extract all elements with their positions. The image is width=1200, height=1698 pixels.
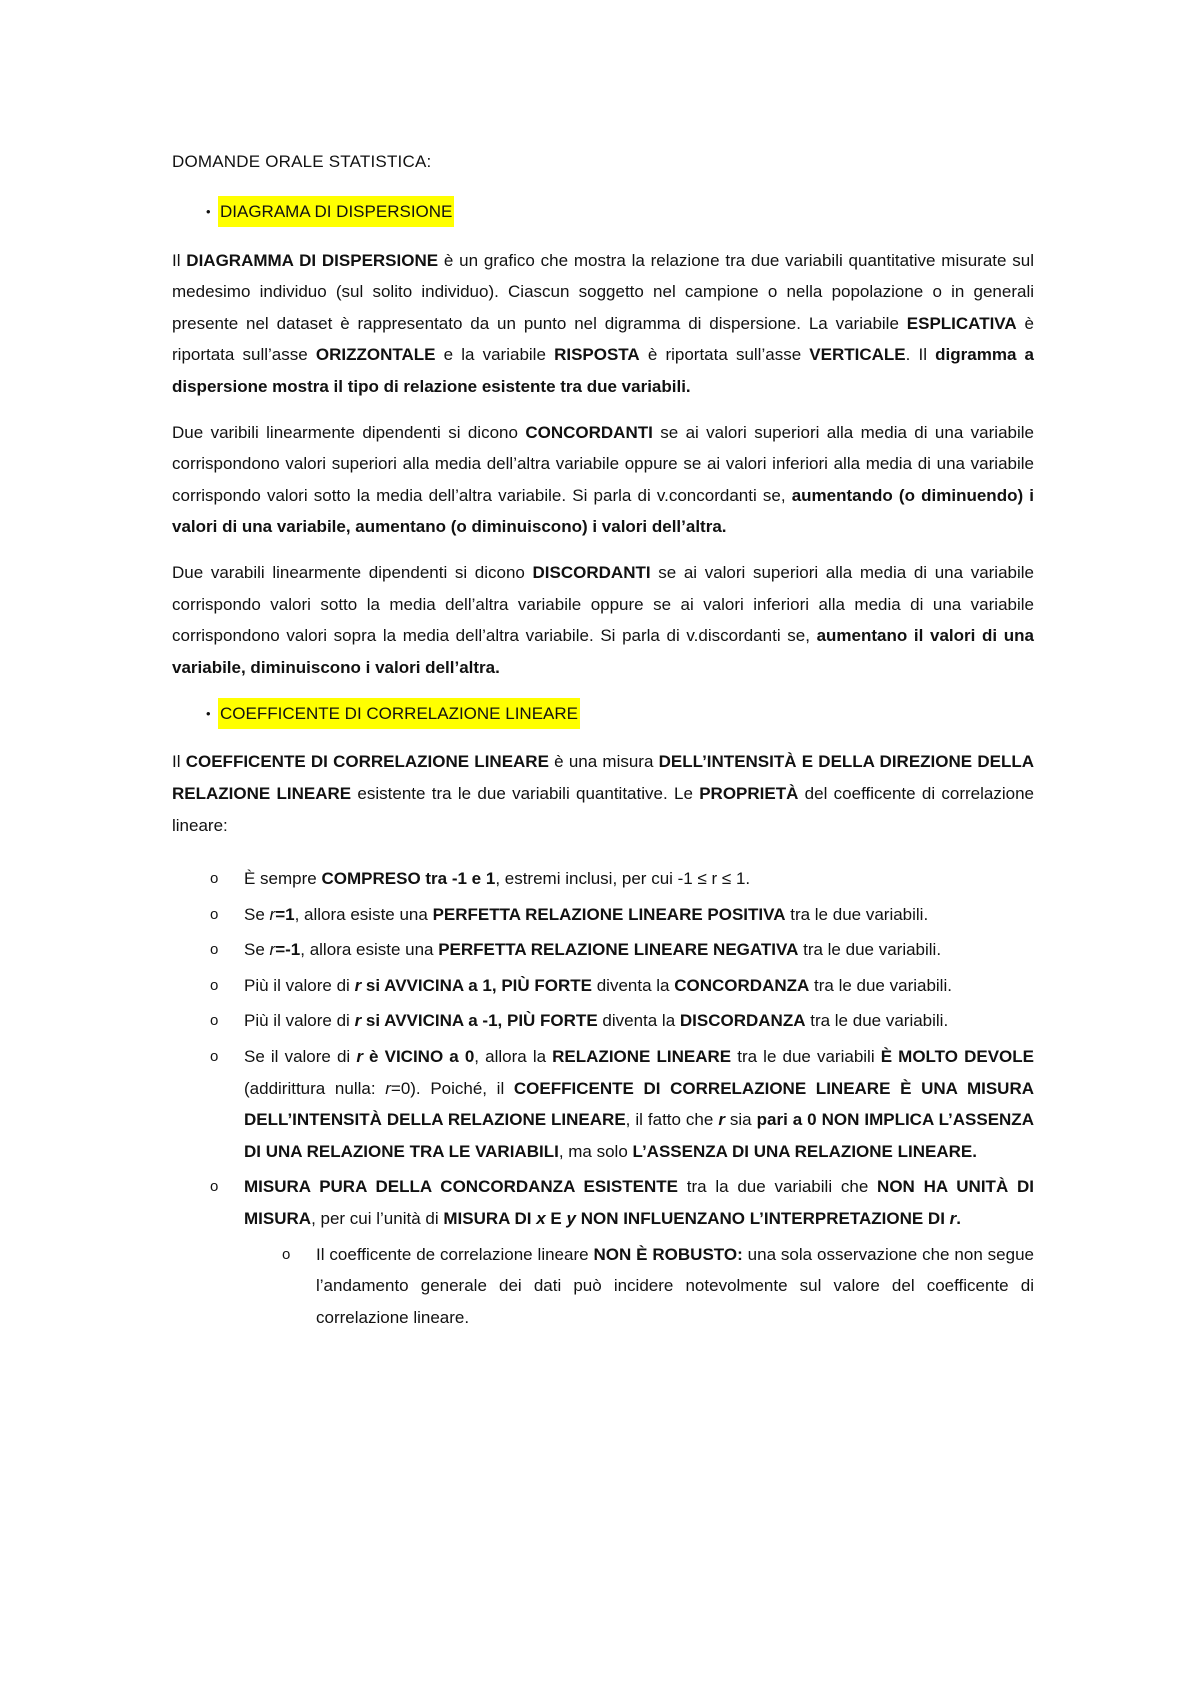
section-heading-scatter bbox=[172, 196, 1034, 228]
properties-sublist bbox=[172, 1239, 1034, 1334]
bullet-icon: • bbox=[206, 203, 211, 219]
paragraph-scatter-definition: Il DIAGRAMMA DI DISPERSIONE è un grafico che mostra la relazione tra due variabili quantitative misurate sul medesimo individuo (sul solito individuo). Ciascun soggetto nel campione o nella popolazione o in generali presente nel dataset è rappresentato da un punto nel digramma di dispersione. La variabile ESPLICATIVA è riportata sull’asse ORIZZONTALE e la variabile RISPOSTA è riportata sull’asse VERTICALE. Il digramma a dispersione mostra il tipo di relazione esistente tra due variabili. bbox=[172, 250, 1035, 396]
section-heading-correlation bbox=[172, 697, 1034, 729]
list-item: o Più il valore di r si AVVICINA a 1, PIÙ FORTE diventa la CONCORDANZA tra le due variabili. bbox=[172, 970, 1034, 1002]
sublist-item: o Il coefficente de correlazione lineare NON È ROBUSTO: una sola osservazione che non segue l’andamento generale dei dati può incidere notevolmente sul valore del coefficente di correlazione lineare. bbox=[172, 1239, 1034, 1334]
section-heading-label: DIAGRAMA DI DISPERSIONE bbox=[218, 196, 454, 228]
list-marker-icon: o bbox=[210, 976, 219, 994]
list-marker-icon: o bbox=[210, 905, 219, 923]
list-item: o MISURA PURA DELLA CONCORDANZA ESISTENTE tra la due variabili che NON HA UNITÀ DI MISURA, per cui l’unità di MISURA DI x E y NON INFLUENZANO L’INTERPRETAZIONE DI r. bbox=[172, 1171, 1034, 1234]
bullet-icon: • bbox=[206, 705, 211, 721]
list-marker-icon: o bbox=[210, 1178, 219, 1196]
list-marker-icon: o bbox=[210, 870, 219, 888]
paragraph-discordant: Due varabili linearmente dipendenti si dicono DISCORDANTI se ai valori superiori alla media di una variabile corrispondo valori sotto la media dell’altra variabile oppure se ai valori inferiori alla media di una variabile corrispondono valori sopra la media dell’altra variabile. Si parla di v.discordanti se, aumentano il valori di una variabile, diminuiscono i valori dell’altra. bbox=[172, 562, 1034, 677]
paragraph-concordant: Due varibili linearmente dipendenti si dicono CONCORDANTI se ai valori superiori alla media di una variabile corrispondono valori superiori alla media dell’altra variabile oppure se ai valori inferiori alla media di una variabile corrispondo valori sotto la media dell’altra variabile. Si parla di v.concordanti se, aumentando (o diminuendo) i valori di una variabile, aumentano (o diminuiscono) i valori dell’altra. bbox=[172, 422, 1034, 537]
list-marker-icon: o bbox=[282, 1245, 291, 1263]
document-title: DOMANDE ORALE STATISTICA: bbox=[172, 152, 432, 171]
document-page bbox=[172, 146, 1034, 1333]
list-item: o Più il valore di r si AVVICINA a -1, PIÙ FORTE diventa la DISCORDANZA tra le due variabili. bbox=[172, 1005, 1034, 1037]
list-item: o Se il valore di r è VICINO a 0, allora la RELAZIONE LINEARE tra le due variabili È MOLTO DEVOLE (addirittura nulla: r=0). Poiché, il COEFFICENTE DI CORRELAZIONE LINEARE È UNA MISURA DELL’INTENSITÀ DELLA RELAZIONE LINEARE, il fatto che r sia pari a 0 NON IMPLICA L’ASSENZA DI UNA RELAZIONE TRA LE VARIABILI, ma solo L’ASSENZA DI UNA RELAZIONE LINEARE. bbox=[172, 1041, 1034, 1167]
paragraph-correlation-definition: Il COEFFICENTE DI CORRELAZIONE LINEARE è una misura DELL’INTENSITÀ E DELLA DIREZIONE DELLA RELAZIONE LINEARE esistente tra le due variabili quantitative. Le PROPRIETÀ del coefficente di correlazione lineare: bbox=[172, 752, 1035, 835]
section-heading-label: COEFFICENTE DI CORRELAZIONE LINEARE bbox=[218, 698, 580, 730]
list-marker-icon: o bbox=[210, 1048, 219, 1066]
list-marker-icon: o bbox=[210, 1012, 219, 1030]
list-marker-icon: o bbox=[210, 941, 219, 959]
properties-list bbox=[172, 863, 1034, 1235]
list-item: o Se r=1, allora esiste una PERFETTA RELAZIONE LINEARE POSITIVA tra le due variabili. bbox=[172, 899, 1034, 931]
list-item: o È sempre COMPRESO tra -1 e 1, estremi inclusi, per cui -1 ≤ r ≤ 1. bbox=[172, 863, 1034, 895]
list-item: o Se r=-1, allora esiste una PERFETTA RELAZIONE LINEARE NEGATIVA tra le due variabili. bbox=[172, 934, 1034, 966]
